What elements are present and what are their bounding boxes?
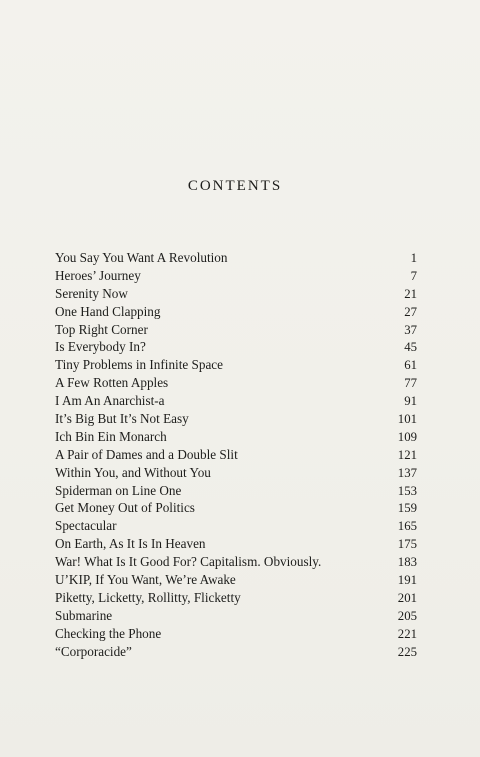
toc-entry bbox=[55, 356, 417, 374]
toc-entry bbox=[55, 249, 417, 267]
toc-entry bbox=[55, 338, 417, 356]
toc-entry-title: It’s Big But It’s Not Easy bbox=[55, 411, 189, 427]
toc-entry bbox=[55, 625, 417, 643]
toc-entry bbox=[55, 285, 417, 303]
toc-entry-page: 77 bbox=[404, 376, 417, 391]
toc-entry-title: Spectacular bbox=[55, 518, 117, 534]
toc-entry-title: On Earth, As It Is In Heaven bbox=[55, 536, 206, 552]
toc-entry bbox=[55, 535, 417, 553]
toc-entry bbox=[55, 464, 417, 482]
toc-entry-page: 27 bbox=[404, 304, 417, 319]
toc-entry-page: 45 bbox=[404, 340, 417, 355]
toc-entry-page: 121 bbox=[397, 447, 417, 462]
toc-entry-page: 175 bbox=[397, 537, 417, 552]
toc-entry bbox=[55, 643, 417, 661]
toc-entry-title: A Few Rotten Apples bbox=[55, 375, 169, 391]
toc-entry-page: 153 bbox=[397, 483, 417, 498]
toc-entry bbox=[55, 321, 417, 339]
toc-entry-title: Is Everybody In? bbox=[55, 339, 146, 355]
toc-entry-page: 109 bbox=[397, 429, 417, 444]
toc-entry-title: War! What Is It Good For? Capitalism. Obviously. bbox=[55, 554, 322, 570]
toc-entry-title: Within You, and Without You bbox=[55, 464, 211, 480]
toc-entry bbox=[55, 410, 417, 428]
contents-heading: CONTENTS bbox=[187, 178, 283, 194]
toc-entry bbox=[55, 392, 417, 410]
toc-entry-page: 221 bbox=[397, 626, 417, 641]
toc-entry bbox=[55, 499, 417, 517]
toc-entry-page: 91 bbox=[404, 394, 417, 409]
toc-entry-page: 1 bbox=[410, 251, 417, 265]
toc-entry-title: Submarine bbox=[55, 607, 113, 623]
toc-entry-page: 225 bbox=[397, 644, 417, 659]
toc-entry bbox=[55, 607, 417, 625]
toc-entry-title: I Am An Anarchist-a bbox=[55, 393, 165, 409]
toc-entry bbox=[55, 589, 417, 607]
toc-entry-page: 205 bbox=[397, 608, 417, 623]
toc-entry-title: U’KIP, If You Want, We’re Awake bbox=[55, 572, 236, 588]
toc-entry-page: 201 bbox=[397, 590, 417, 605]
toc-entry-page: 101 bbox=[397, 412, 417, 427]
toc-entry-title: One Hand Clapping bbox=[55, 303, 161, 319]
table-of-contents bbox=[55, 249, 417, 660]
toc-entry bbox=[55, 553, 417, 571]
toc-entry-title: Get Money Out of Politics bbox=[55, 500, 195, 516]
toc-entry-page: 165 bbox=[397, 519, 417, 534]
toc-entry bbox=[55, 374, 417, 392]
toc-entry-title: Spiderman on Line One bbox=[55, 482, 182, 498]
toc-entry-title: Serenity Now bbox=[55, 285, 128, 301]
toc-entry-page: 183 bbox=[397, 555, 417, 570]
toc-entry-page: 137 bbox=[397, 465, 417, 480]
toc-entry-title: Top Right Corner bbox=[55, 321, 148, 337]
toc-entry-title: You Say You Want A Revolution bbox=[55, 250, 228, 265]
toc-entry-page: 7 bbox=[410, 268, 417, 283]
toc-entry bbox=[55, 428, 417, 446]
toc-entry-title: Piketty, Licketty, Rollitty, Flicketty bbox=[55, 589, 241, 605]
toc-entry-page: 61 bbox=[404, 358, 417, 373]
toc-entry-page: 21 bbox=[404, 286, 417, 301]
toc-entry-page: 191 bbox=[397, 573, 417, 588]
toc-entry bbox=[55, 446, 417, 464]
toc-entry-title: Heroes’ Journey bbox=[55, 267, 141, 283]
toc-entry bbox=[55, 571, 417, 589]
toc-entry bbox=[55, 517, 417, 535]
toc-entry-page: 159 bbox=[397, 501, 417, 516]
toc-entry-title: Ich Bin Ein Monarch bbox=[55, 428, 167, 444]
toc-entry-title: Tiny Problems in Infinite Space bbox=[55, 357, 224, 373]
toc-entry-page: 37 bbox=[404, 322, 417, 337]
toc-entry bbox=[55, 482, 417, 500]
toc-entry bbox=[55, 267, 417, 285]
toc-entry-title: Checking the Phone bbox=[55, 625, 162, 641]
toc-entry-title: “Corporacide” bbox=[55, 643, 132, 659]
toc-entry-title: A Pair of Dames and a Double Slit bbox=[55, 446, 238, 462]
toc-entry bbox=[55, 303, 417, 321]
